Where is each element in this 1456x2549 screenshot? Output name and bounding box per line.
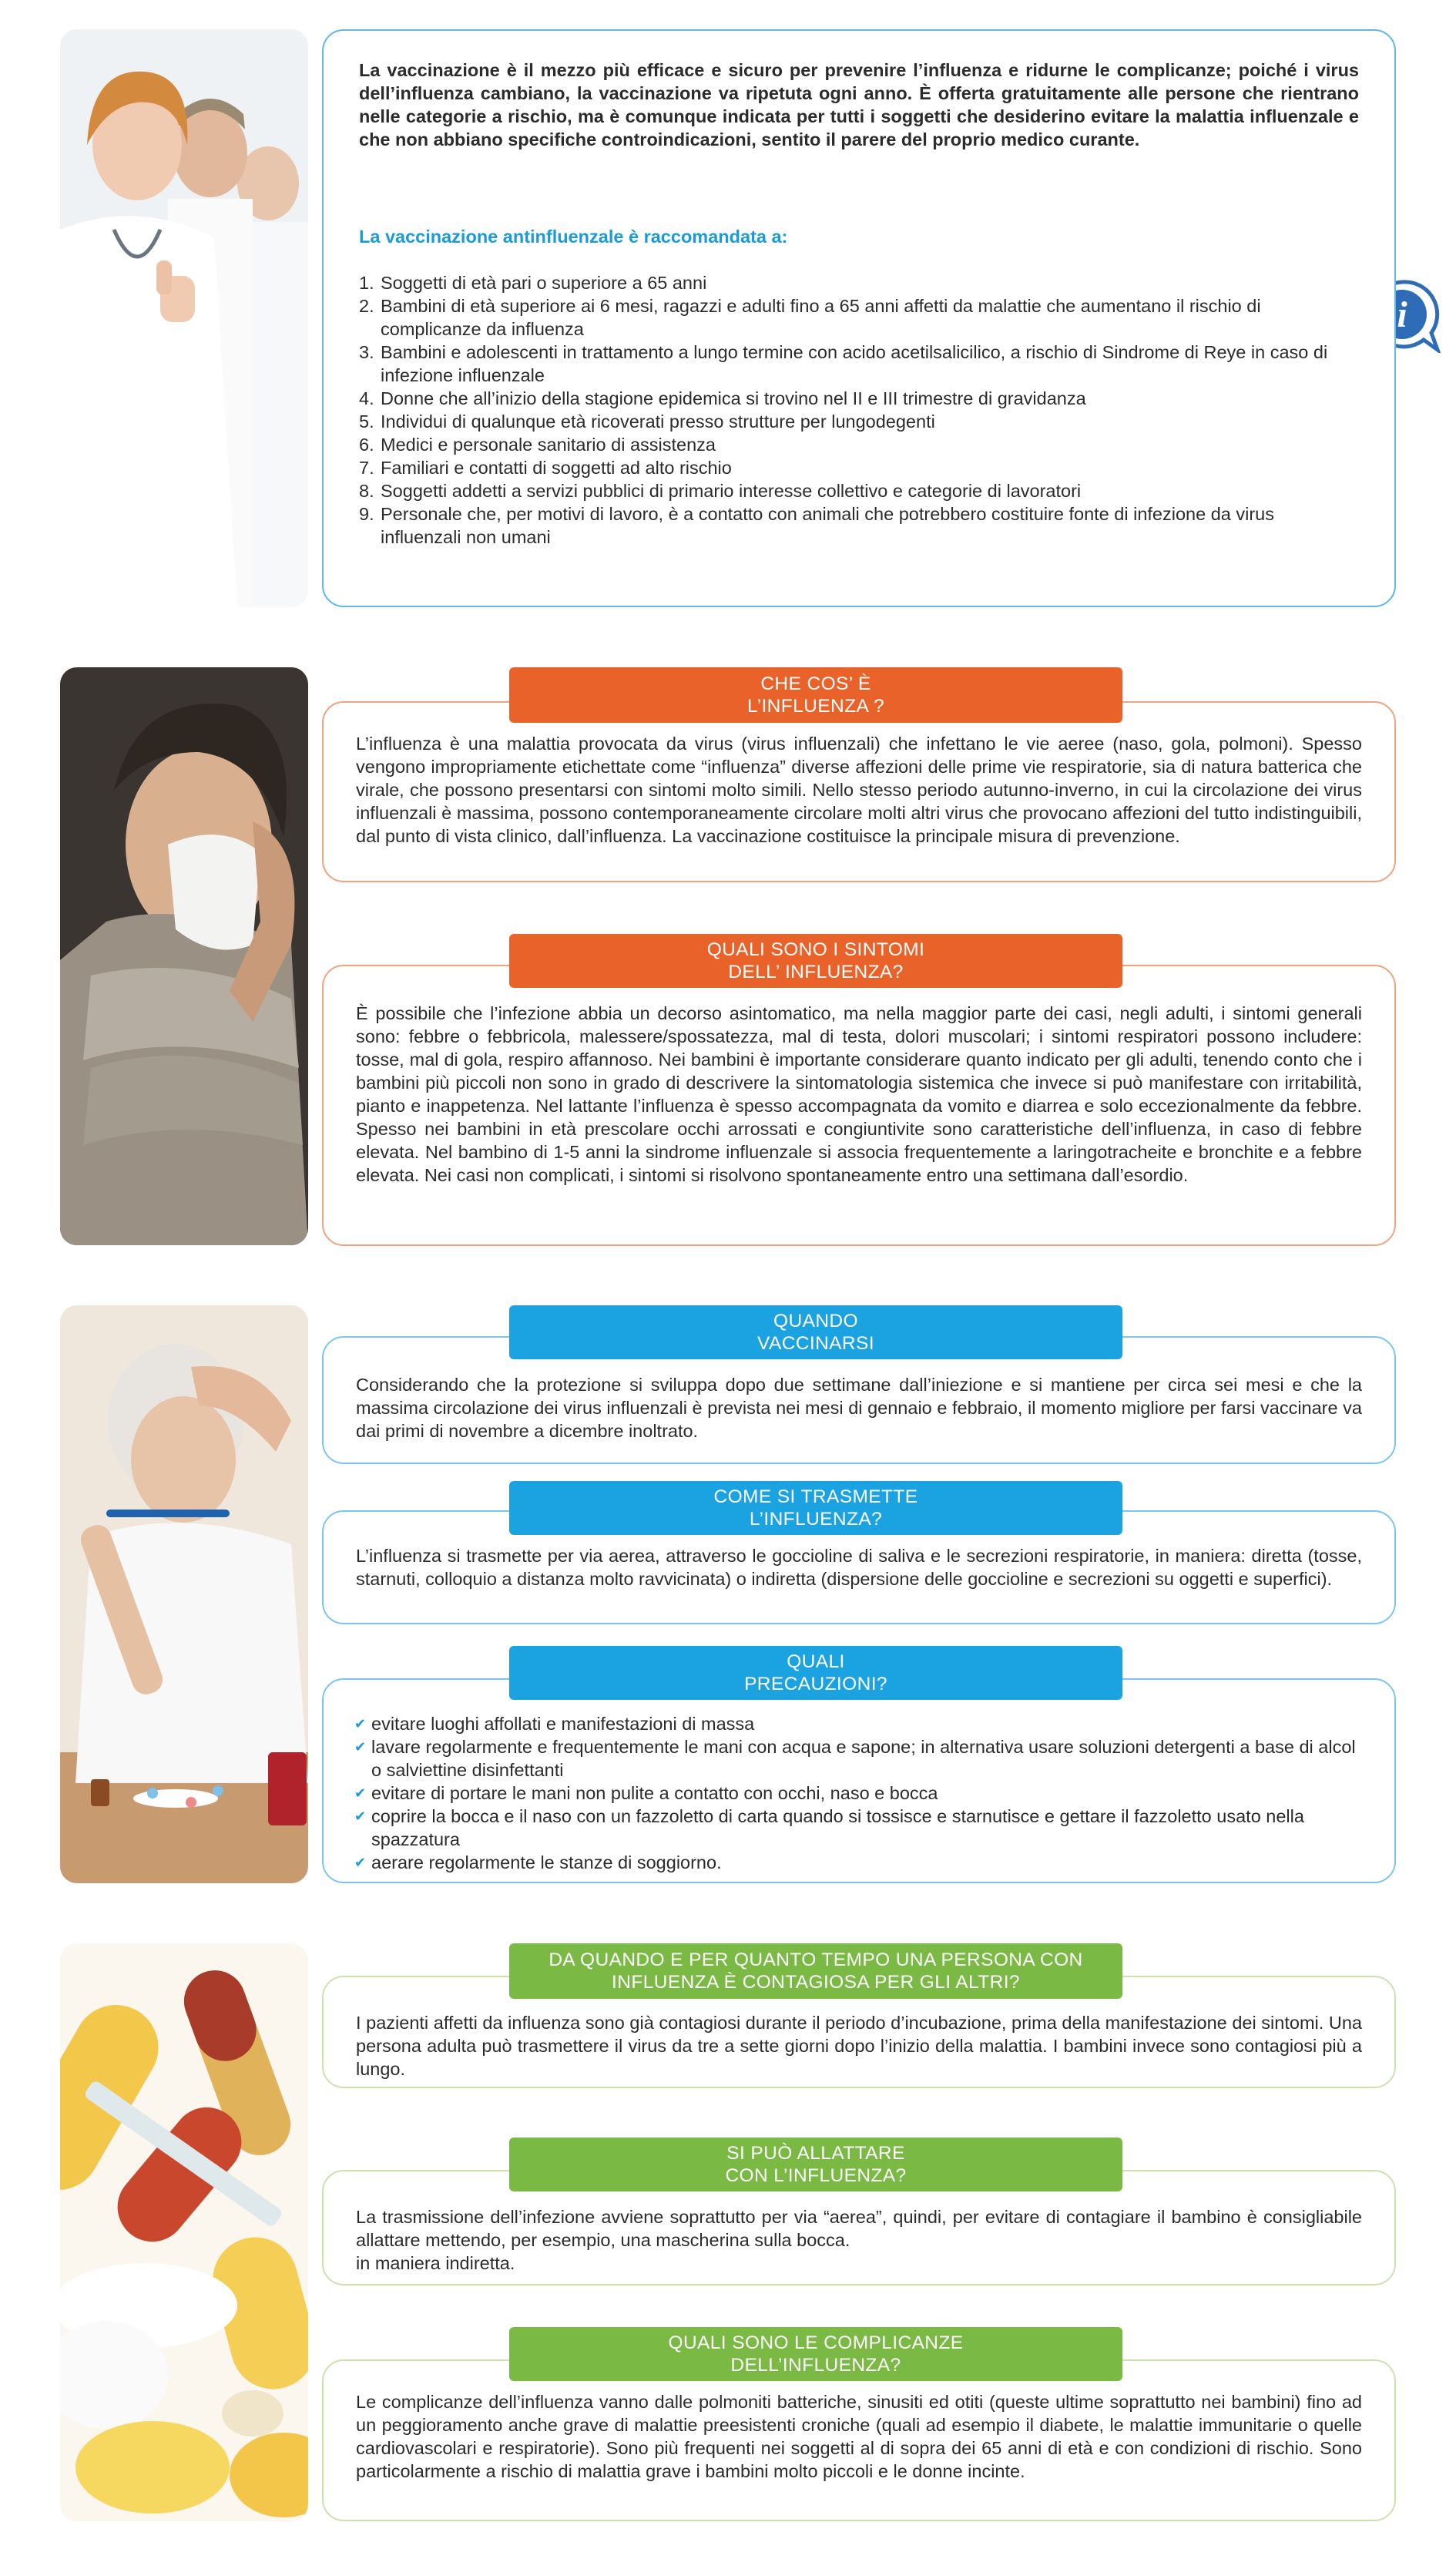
breastfeeding-text: La trasmissione dell’infezione avviene soprattutto per via “aerea”, quindi, per evitare di contagiare il bambino è consigliabile allattare mettendo, per esempio, una mascherina sulla bocca. (356, 2207, 1362, 2250)
list-item: ✔ aerare regolarmente le stanze di soggiorno. (354, 1852, 722, 1872)
list-item: 5. Individui di qualunque età ricoverati presso strutture per lungodegenti (359, 411, 935, 432)
pills-photo (60, 1943, 308, 2521)
list-item: ✔ evitare di portare le mani non pulite a contatto con occhi, naso e bocca (354, 1783, 938, 1803)
list-item: ✔ evitare luoghi affollati e manifestazioni di massa (354, 1714, 755, 1734)
check-icon: ✔ (354, 1855, 367, 1870)
check-icon: ✔ (354, 1808, 367, 1824)
complications-text: Le complicanze dell’influenza vanno dalle polmoniti batteriche, sinusiti ed otiti (queste ultime soprattutto nei bambini) fino ad un peggioramento anche grave di malattie preesistenti croniche (quali ad esempio il diabete, le malattie immunitarie o quelle cardiovascolari e respiratorie). Sono più frequenti nei soggetti al di sopra dei 65 anni di età e con condizioni di rischio. Sono particolarmente a rischio di malattia grave i bambini molto piccoli e le donne incinte. (356, 2392, 1362, 2481)
list-item: 9. Personale che, per motivi di lavoro, è a contatto con animali che potrebbero costituire fonte di infezione da virus influenzali non umani (359, 504, 1274, 547)
when-text: Considerando che la protezione si sviluppa dopo due settimane dall’iniezione e si mantiene per circa sei mesi e che la massima circolazione dei virus influenzali è prevista nei mesi di gennaio e febbraio, il momento migliore per farsi vaccinare va dai primi di novembre a dicembre inoltrato. (356, 1375, 1362, 1441)
list-item: 6. Medici e personale sanitario di assistenza (359, 435, 716, 455)
what-text: L’influenza è una malattia provocata da virus (virus influenzali) che infettano le vie aeree (naso, gola, polmoni). Spesso vengono impropriamente etichettate come “influenza” diverse affezioni delle prime vie respiratorie, sia di natura batterica che virale, che possono presentarsi con sintomi molto simili. Nello stesso periodo autunno-inverno, in cui la circolazione dei virus influenzali è massima, possono contemporaneamente circolare molti altri virus che provocano affezioni del tutto indistinguibili, dal punto di vista clinico, dall’influenza. La vaccinazione costituisce la principale misura di prevenzione. (356, 734, 1362, 846)
symptoms-box (322, 965, 1396, 1246)
list-item: ✔ lavare regolarmente e frequentemente le mani con acqua e sapone; in alternativa usare soluzioni detergenti a base di alcol o salviettine disinfettanti (354, 1737, 1356, 1780)
precautions-box (322, 1678, 1396, 1883)
recommended-title: La vaccinazione antinfluenzale è raccomandata a: (359, 227, 788, 247)
info-letter: i (1397, 294, 1407, 335)
recommended-list (359, 271, 1359, 549)
list-item: 4. Donne che all’inizio della stagione epidemica si trovino nel II e III trimestre di gravidanza (359, 388, 1086, 408)
elderly-woman-photo (60, 1305, 308, 1883)
doctors-photo (60, 29, 308, 607)
symptoms-text: È possibile che l’infezione abbia un decorso asintomatico, ma nella maggior parte dei casi, negli adulti, i sintomi generali sono: febbre o febbricola, malessere/spossatezza, mal di testa, dolori muscolari; i sintomi respiratori possono includere: tosse, mal di gola, respiro affannoso. Nei bambini è importante considerare quanto indicato per gli adulti, tenendo conto che i bambini più piccoli non sono in grado di descrivere la sintomatologia sistemica che invece si può manifestare con irritabilità, pianto e inappetenza. Nel lattante l’influenza è spesso accompagnata da vomito e diarrea e solo eccezionalmente da febbre. Spesso nei bambini in età prescolare occhi arrossati e congiuntivite sono caratteristiche dell’influenza, in caso di febbre elevata. Nel bambino di 1-5 anni la sindrome influenzale si associa frequentemente a laringotracheite e bronchite e a febbre elevata. Nei casi non complicati, i sintomi si risolvono spontaneamente entro una settimana dall’esordio. (356, 1003, 1362, 1185)
list-item: ✔ coprire la bocca e il naso con un fazzoletto di carta quando si tossisce e starnutisce e gettare il fazzoletto usato nella spazzatura (354, 1806, 1304, 1849)
symptoms-header: QUALI SONO I SINTOMI DELL’ INFLUENZA? (509, 934, 1122, 988)
contagious-header: DA QUANDO E PER QUANTO TEMPO UNA PERSONA CON INFLUENZA È CONTAGIOSA PER GLI ALTRI? (509, 1943, 1122, 1999)
list-item: 7. Familiari e contatti di soggetti ad alto rischio (359, 458, 732, 478)
precautions-list (354, 1712, 1364, 1874)
sneezing-woman-photo (60, 667, 308, 1245)
list-item: 3. Bambini e adolescenti in trattamento a lungo termine con acido acetilsalicilico, a rischio di Sindrome di Reye in caso di infezione influenzale (359, 342, 1328, 385)
when-header: QUANDO VACCINARSI (509, 1305, 1122, 1359)
precautions-header: QUALI PRECAUZIONI? (509, 1646, 1122, 1700)
check-icon: ✔ (354, 1739, 367, 1755)
list-item: 8. Soggetti addetti a servizi pubblici di primario interesse collettivo e categorie di lavoratori (359, 481, 1082, 501)
what-header: CHE COS’ È L’INFLUENZA ? (509, 667, 1122, 723)
what-box (322, 701, 1396, 882)
complications-box (322, 2359, 1396, 2521)
transmission-text: L’influenza si trasmette per via aerea, attraverso le goccioline di saliva e le secrezioni respiratorie, in maniera: diretta (tosse, starnuti, colloquio a distanza molto ravvicinata) o indiretta (dispersione delle goccioline e secrezioni su oggetti e superfici). (356, 1546, 1362, 1589)
contagious-text: I pazienti affetti da influenza sono già contagiosi durante il periodo d’incubazione, prima della manifestazione dei sintomi. Una persona adulta può trasmettere il virus da tre a sette giorni dopo l’inizio della malattia. I bambini invece sono contagiosi più a lungo. (356, 2013, 1362, 2079)
list-item: 1. Soggetti di età pari o superiore a 65 anni (359, 273, 707, 293)
complications-header: QUALI SONO LE COMPLICANZE DELL’INFLUENZA? (509, 2327, 1122, 2381)
breastfeeding-header: SI PUÒ ALLATTARE CON L’INFLUENZA? (509, 2138, 1122, 2191)
check-icon: ✔ (354, 1785, 367, 1801)
intro-box (322, 29, 1396, 607)
breastfeeding-text-extra: in maniera indiretta. (356, 2253, 515, 2273)
intro-text: La vaccinazione è il mezzo più efficace e sicuro per prevenire l’influenza e ridurne le complicanze; poiché i virus dell’influenza cambiano, la vaccinazione va ripetuta ogni anno. È offerta gratuitamente alle persone che rientrano nelle categorie a rischio, ma è comunque indicata per tutti i soggetti che desiderino evitare la malattia influenzale e che non abbiano specifiche controindicazioni, sentito il parere del proprio medico curante. (359, 60, 1359, 149)
list-item: 2. Bambini di età superiore ai 6 mesi, ragazzi e adulti fino a 65 anni affetti da malattie che aumentano il rischio di complicanze da influenza (359, 296, 1261, 339)
transmission-header: COME SI TRASMETTE L’INFLUENZA? (509, 1481, 1122, 1535)
check-icon: ✔ (354, 1716, 367, 1731)
